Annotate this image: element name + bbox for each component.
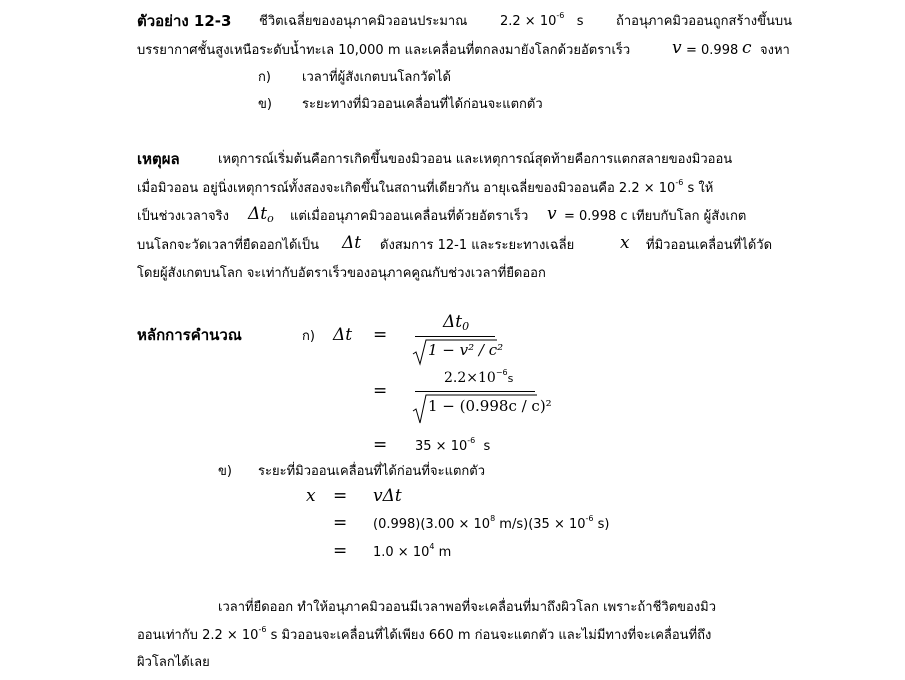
calc-a-label: ก) bbox=[302, 329, 315, 344]
calc-b-line2: $(0.998)(3.00 \times 10^8$ $m/s)(35 \times 10^{-6}$ s) bbox=[373, 514, 610, 532]
example-line1-tail: ถ้าอนุภาคมิวออนถูกสร้างขึ้นบน bbox=[616, 14, 793, 29]
example-line2: บรรยากาศชั้นสูงเหนือระดับน้ำทะเล 10,000 m และเคลื่อนที่ตกลงมายังโลกด้วยอัตราเร็ว bbox=[137, 43, 631, 58]
question-a: เวลาที่ผู้สังเกตบนโลกวัดได้ bbox=[302, 70, 451, 85]
f2-fraction-bar bbox=[415, 391, 535, 392]
calc-result-a: $35 \times 10^{-6}$ s bbox=[415, 436, 491, 454]
conclusion-line3: ผิวโลกได้เลย bbox=[137, 655, 210, 670]
conclusion-line2: ออนเท่ากับ $2.2 \times 10^{-6}$ s มิวออนจะเคลื่อนที่ได้เพียง 660 m ก่อนจะแตกตัว และไม่มีทางที่จะเคลื่อนที่ถึง bbox=[137, 625, 712, 643]
reason-label: เหตุผล bbox=[137, 150, 180, 168]
reason-line4c: ที่มิวออนเคลื่อนที่ได้วัด bbox=[646, 238, 773, 253]
calc-b-line3: $1.0 \times 10^4$ m bbox=[373, 542, 452, 560]
question-b: ระยะทางที่มิวออนเคลื่อนที่ได้ก่อนจะแตกตัว bbox=[302, 97, 543, 112]
reason-line5: โดยผู้สังเกตบนโลก จะเท่ากับอัตราเร็วของอนุภาคคูณกับช่วงเวลาที่ยืดออก bbox=[137, 266, 546, 281]
calc-equals-2: = bbox=[373, 381, 388, 401]
f1-denominator: 1 − v² / c² bbox=[428, 341, 504, 359]
question-a-label: ก) bbox=[258, 70, 271, 85]
example-line2-c: c bbox=[742, 38, 752, 58]
example-line2-v: v bbox=[672, 38, 682, 58]
reason-line4b: ดังสมการ 12-1 และระยะทางเฉลี่ย bbox=[380, 238, 575, 253]
reason-delta-t0: $\Delta t_o$ bbox=[248, 204, 274, 225]
reason-line4a: บนโลกจะวัดเวลาที่ยืดออกได้เป็น bbox=[137, 238, 319, 253]
reason-line1: เหตุการณ์เริ่มต้นคือการเกิดขึ้นของมิวออน และเหตุการณ์สุดท้ายคือการแตกสลายของมิวออน bbox=[218, 152, 733, 167]
calc-equals-3: = bbox=[373, 435, 388, 455]
question-b-label: ข) bbox=[258, 97, 272, 112]
calc-delta-t: Δt bbox=[333, 325, 353, 345]
conclusion-line1: เวลาที่ยืดออก ทำให้อนุภาคมิวออนมีเวลาพอที่จะเคลื่อนที่มาถึงผิวโลก เพราะถ้าชีวิตของมิว bbox=[218, 600, 717, 615]
example-label: ตัวอย่าง 12-3 bbox=[137, 12, 232, 30]
calc-b-label: ข) bbox=[218, 464, 232, 479]
calc-equals-4: = bbox=[333, 486, 348, 506]
calc-equals-5: = bbox=[333, 513, 348, 533]
reason-v: v bbox=[547, 204, 557, 224]
reason-line3b: แต่เมื่ออนุภาคมิวออนเคลื่อนที่ด้วยอัตราเร็ว bbox=[290, 209, 529, 224]
calc-b-text: ระยะที่มิวออนเคลื่อนที่ได้ก่อนที่จะแตกตัว bbox=[258, 464, 486, 479]
calc-equals-6: = bbox=[333, 541, 348, 561]
reason-line2: เมื่อมิวออน อยู่นิ่งเหตุการณ์ทั้งสองจะเกิดขึ้นในสถานที่เดียวกัน อายุเฉลี่ยของมิวออนคือ $2.2 \times 10^{-6}$ s ให้ bbox=[137, 178, 714, 196]
f1-fraction-bar bbox=[415, 336, 495, 337]
f2-numerator: $2.2\times 10^{-6}s$ bbox=[444, 368, 514, 386]
calc-v-delta-t: vΔt bbox=[373, 486, 402, 506]
f2-denominator: 1 − (0.998c / c)² bbox=[428, 397, 552, 415]
reason-delta-t: Δt bbox=[342, 233, 362, 253]
example-line2-eq: = 0.998 bbox=[686, 43, 739, 58]
calc-x: x bbox=[306, 486, 316, 506]
reason-line3a: เป็นช่วงเวลาจริง bbox=[137, 209, 230, 224]
reason-line3c: = 0.998 c เทียบกับโลก ผู้สังเกต bbox=[564, 209, 747, 224]
calc-label: หลักการคำนวณ bbox=[137, 326, 242, 344]
example-line1-value: $2.2 \times 10^{-6}$ s bbox=[500, 11, 584, 29]
example-line1: ชีวิตเฉลี่ยของอนุภาคมิวออนประมาณ bbox=[259, 14, 468, 29]
example-line2-tail: จงหา bbox=[760, 43, 790, 58]
f1-numerator: $\Delta t_0$ bbox=[443, 312, 470, 333]
reason-x: x bbox=[620, 233, 630, 253]
calc-equals-1: = bbox=[373, 325, 388, 345]
